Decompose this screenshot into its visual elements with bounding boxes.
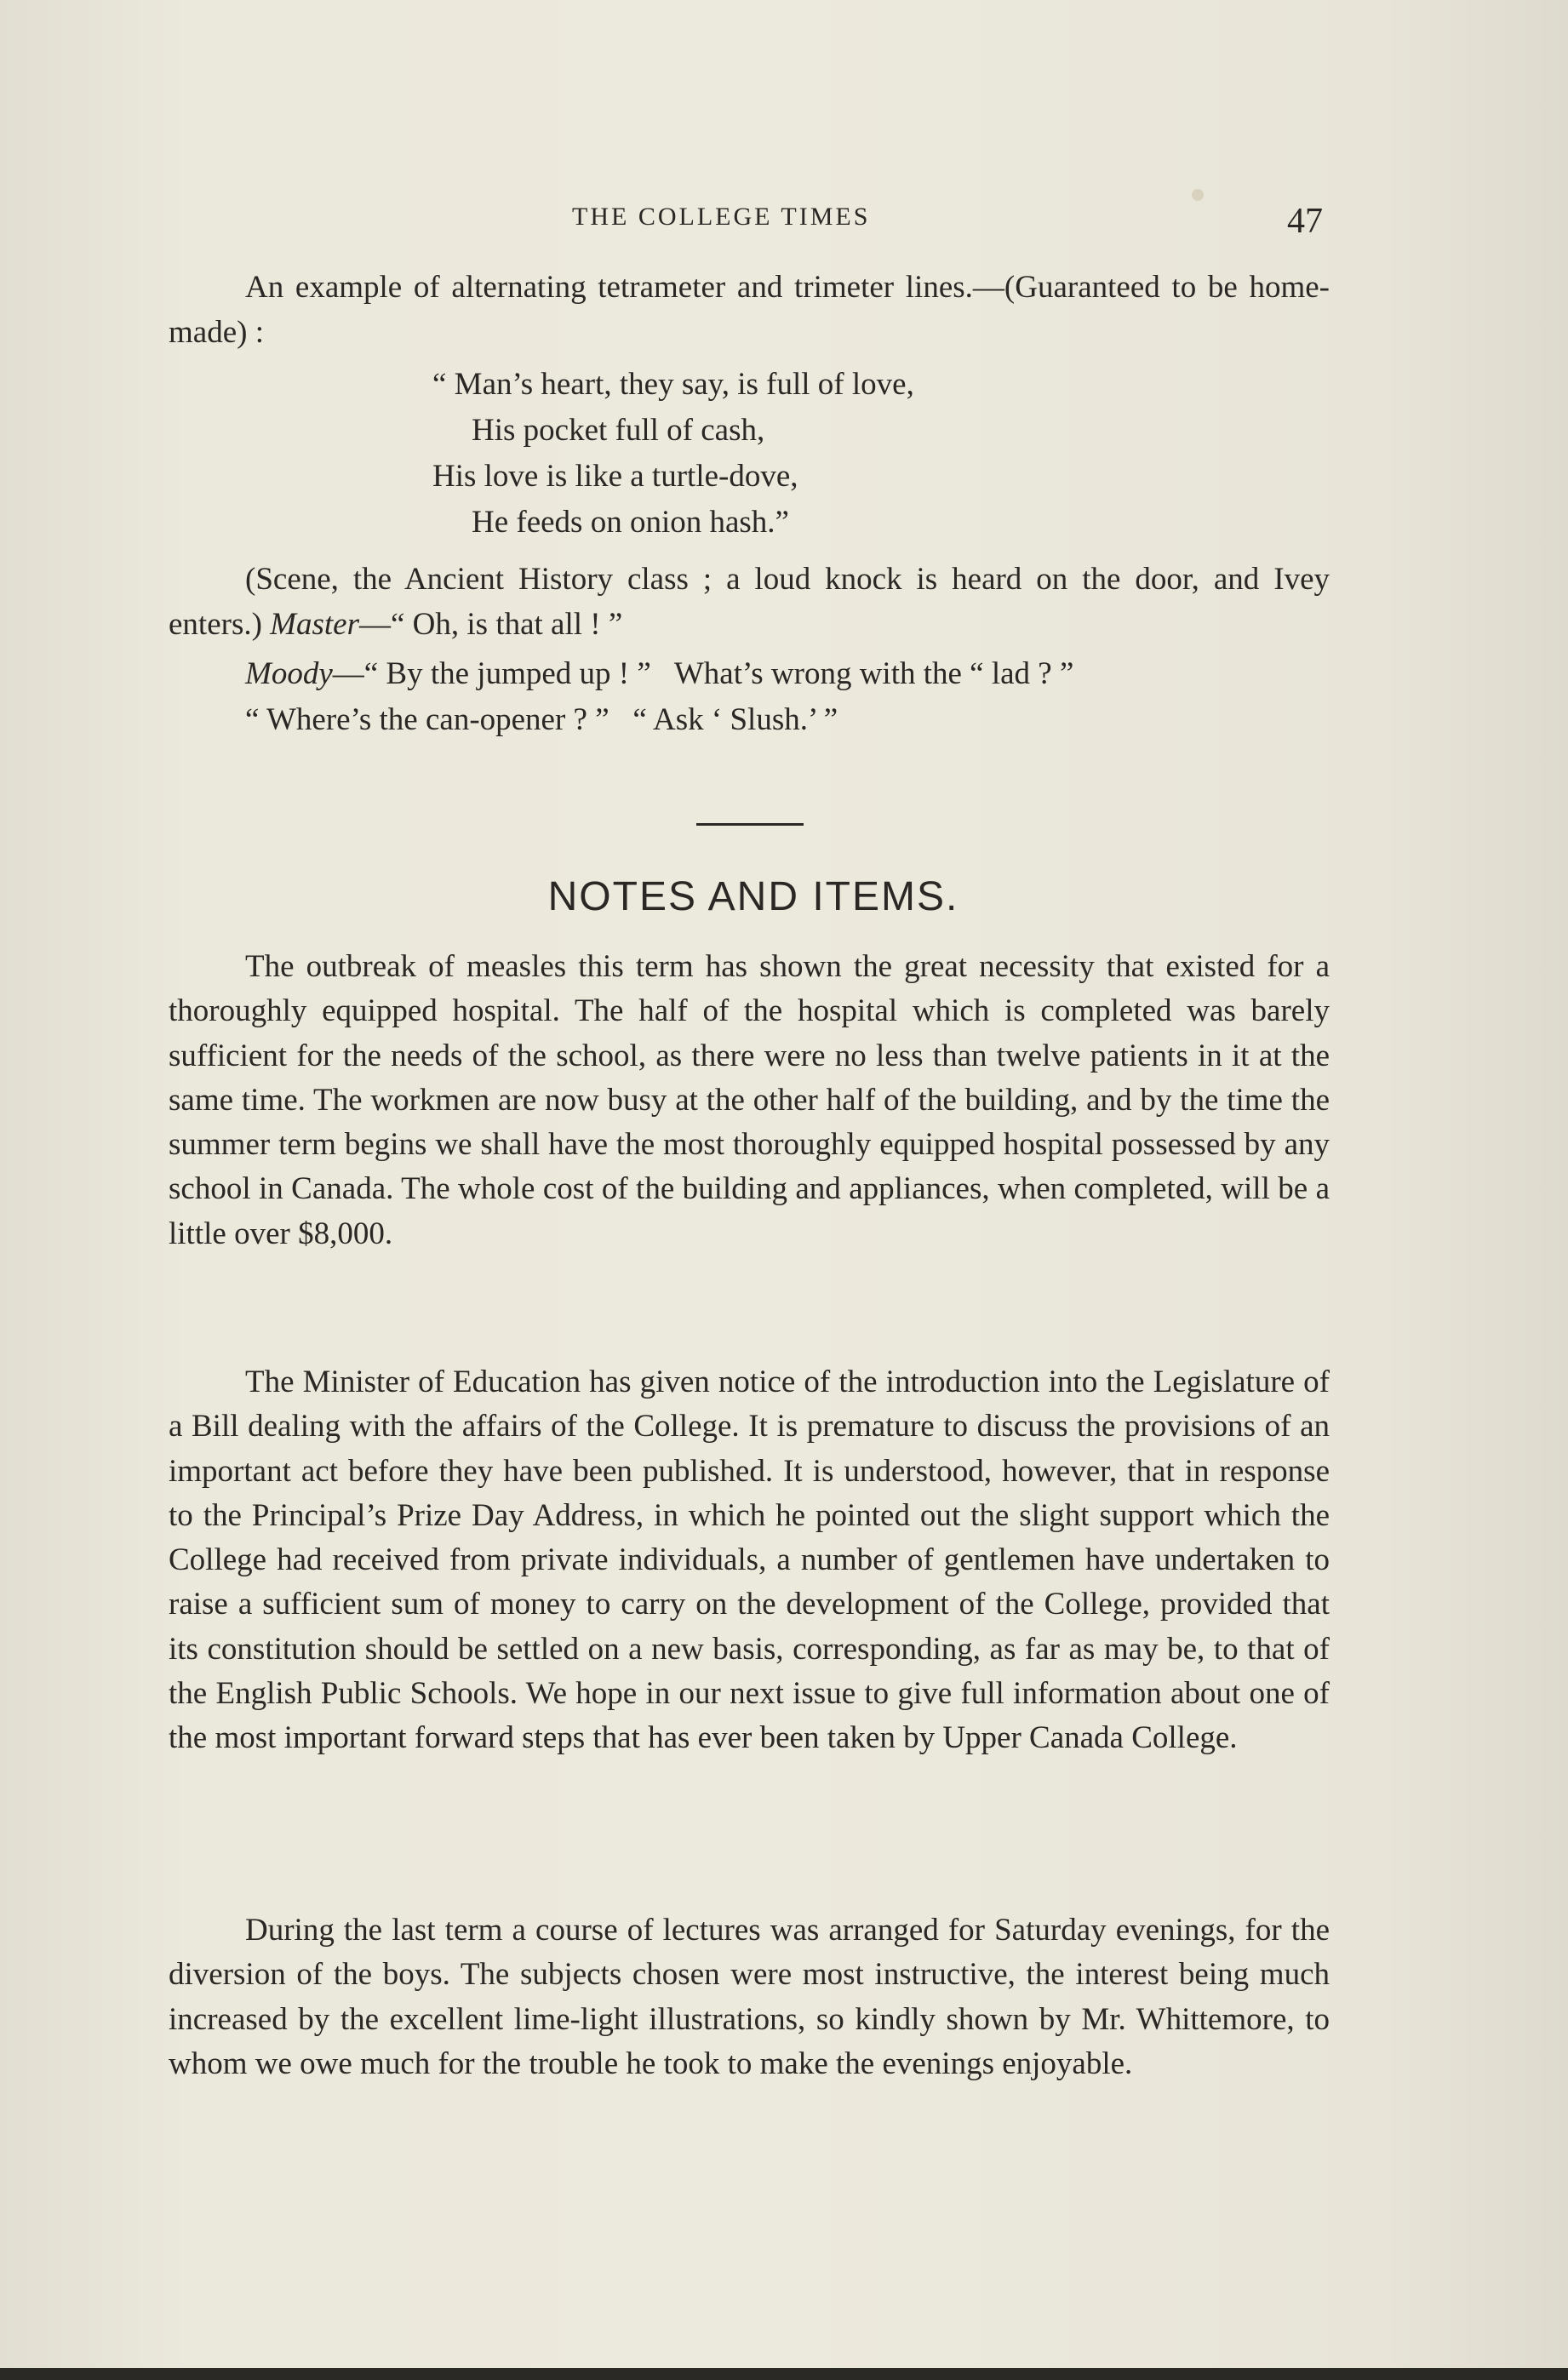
moody-line-2: “ Where’s the can-opener ? ” “ Ask ‘ Slush.’ ”	[245, 702, 838, 737]
speaker-master: Master	[270, 606, 359, 642]
scene-paragraph	[169, 558, 1330, 647]
notes-paragraph-lectures	[169, 1908, 1330, 2086]
paragraph-text: The Minister of Education has given notice of the introduction into the Legislature of a Bill dealing with the affairs of the College. It is premature to discuss the provisions of an important act before they have been published. It is understood, however, that in response to the Principal’s Prize Day Address, in which he pointed out the slight support which the College had received from private individuals, a number of gentlemen have undertaken to raise a sufficient sum of money to carry on the development of the College, provided that its constitution should be settled on a new basis, corresponding, as far as may be, to that of the English Public Schools. We hope in our next issue to give full information about one of the most important forward steps that has ever been taken by Upper Canada College.	[169, 1364, 1330, 1756]
master-quote: —“ Oh, is that all ! ”	[359, 606, 623, 642]
speaker-moody: Moody	[245, 656, 333, 691]
moody-quote: —“ By the jumped up ! ” What’s wrong with the “ lad ? ”	[332, 656, 1074, 691]
running-head: THE COLLEGE TIMES	[572, 203, 871, 231]
intro-paragraph: An example of alternating tetrameter and trimeter lines.—(Guaranteed to be home-made) :	[169, 270, 1330, 350]
poem	[432, 362, 914, 546]
section-heading: NOTES AND ITEMS.	[547, 874, 959, 919]
intro-text	[169, 266, 1330, 355]
paper-spot	[1192, 189, 1204, 201]
page-number: 47	[1287, 202, 1323, 241]
poem-line: “ Man’s heart, they say, is full of love,	[432, 367, 914, 402]
section-divider	[696, 823, 804, 826]
poem-line: He feeds on onion hash.”	[472, 505, 789, 540]
notes-paragraph-hospital	[169, 945, 1330, 1256]
poem-line: His pocket full of cash,	[472, 413, 765, 448]
page-bottom-edge	[0, 2368, 1568, 2380]
moody-dialogue	[245, 651, 1073, 743]
notes-paragraph-minister	[169, 1360, 1330, 1761]
paragraph-text: The outbreak of measles this term has shown the great necessity that existed for a thoroughly equipped hospital. The half of the hospital which is completed was barely sufficient for the needs of the school, as there were no less than twelve patients in it at the same time. The workmen are now busy at the other half of the building, and by the time the summer term begins we shall have the most thoroughly equipped hospital possessed by any school in Canada. The whole cost of the building and appliances, when completed, will be a little over $8,000.	[169, 949, 1330, 1251]
moody-line-1	[245, 651, 1073, 697]
poem-line: His love is like a turtle-dove,	[432, 459, 798, 494]
paragraph-text: During the last term a course of lectures was arranged for Saturday evenings, for the diversion of the boys. The subjects chosen were most instructive, the interest being much increased by the excellent lime-light illustrations, so kindly shown by Mr. Whittemore, to whom we owe much for the trouble he took to make the evenings enjoyable.	[169, 1913, 1330, 2081]
scene-text	[169, 558, 1330, 647]
scene-description: (Scene, the Ancient History class ; a loud knock is heard on the door, and Ivey enters.)	[169, 562, 1330, 642]
